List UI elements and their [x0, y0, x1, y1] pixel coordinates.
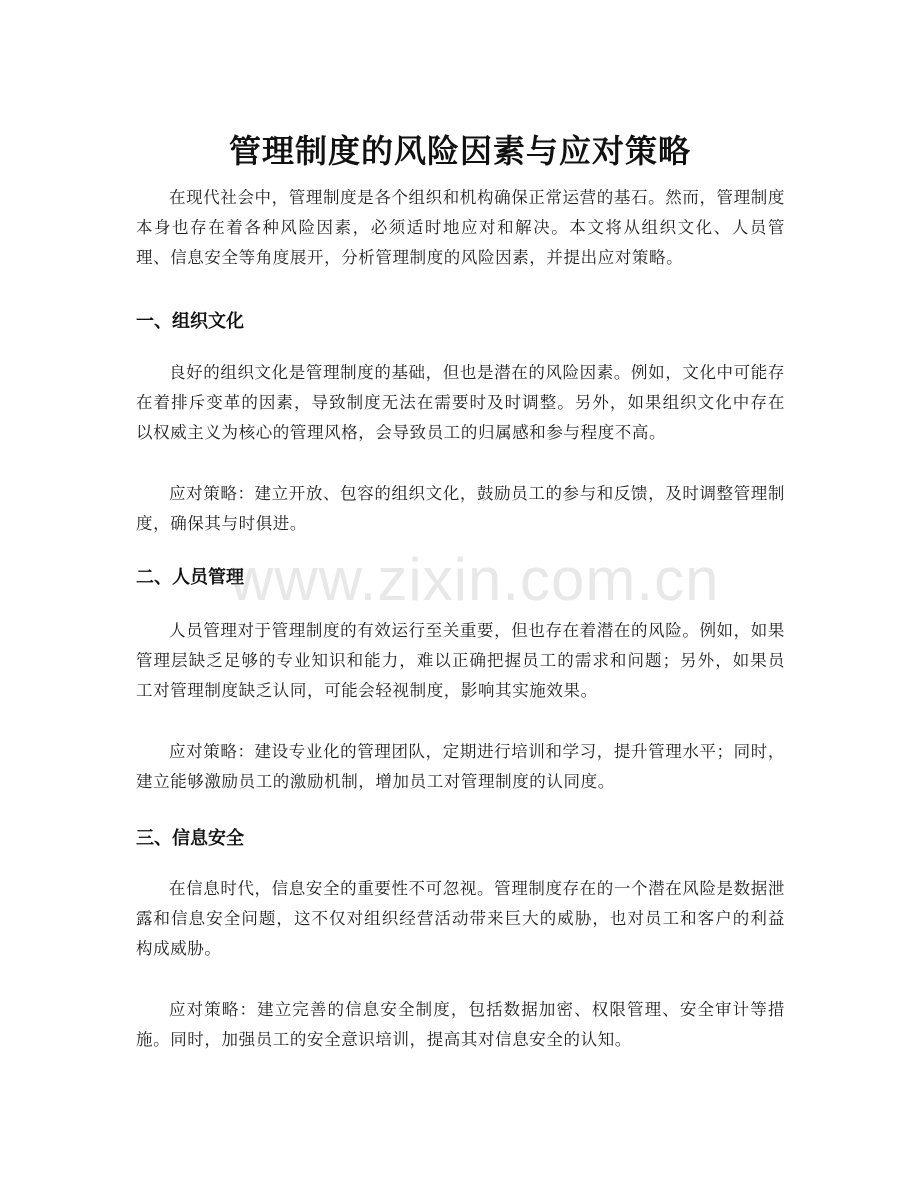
section-strategy-information-security: 应对策略：建立完善的信息安全制度，包括数据加密、权限管理、安全审计等措施。同时，加强员工的安全意识培训，提高其对信息安全的认知。 — [136, 1000, 785, 1049]
document-title: 管理制度的风险因素与应对策略 — [228, 132, 691, 171]
watermark-text: www.zixin.com.cn — [230, 546, 720, 613]
intro-paragraph: 在现代社会中，管理制度是各个组织和机构确保正常运营的基石。然而，管理制度本身也存在着各种风险因素，必须适时地应对和解决。本文将从组织文化、人员管理、信息安全等角度展开，分析管理制度的风险因素，并提出应对策略。 — [136, 188, 785, 267]
section-heading-personnel-management: 二、人员管理 — [136, 567, 244, 588]
section-heading-information-security: 三、信息安全 — [136, 828, 244, 849]
section-paragraph-organization-culture: 良好的组织文化是管理制度的基础，但也是潜在的风险因素。例如，文化中可能存在着排斥变革的因素，导致制度无法在需要时及时调整。另外，如果组织文化中存在以权威主义为核心的管理风格，会导致员工的归属感和参与程度不高。 — [136, 363, 785, 442]
section-paragraph-personnel-management: 人员管理对于管理制度的有效运行至关重要，但也存在着潜在的风险。例如，如果管理层缺乏足够的专业知识和能力，难以正确把握员工的需求和问题；另外，如果员工对管理制度缺乏认同，可能会轻视制度，影响其实施效果。 — [136, 621, 785, 700]
section-heading-organization-culture: 一、组织文化 — [136, 311, 244, 332]
section-paragraph-information-security: 在信息时代，信息安全的重要性不可忽视。管理制度存在的一个潜在风险是数据泄露和信息安全问题，这不仅对组织经营活动带来巨大的威胁，也对员工和客户的利益构成威胁。 — [136, 879, 785, 958]
section-strategy-organization-culture: 应对策略：建立开放、包容的组织文化，鼓励员工的参与和反馈，及时调整管理制度，确保其与时俱进。 — [136, 484, 785, 533]
section-strategy-personnel-management: 应对策略：建设专业化的管理团队，定期进行培训和学习，提升管理水平；同时，建立能够激励员工的激励机制，增加员工对管理制度的认同度。 — [136, 742, 785, 791]
